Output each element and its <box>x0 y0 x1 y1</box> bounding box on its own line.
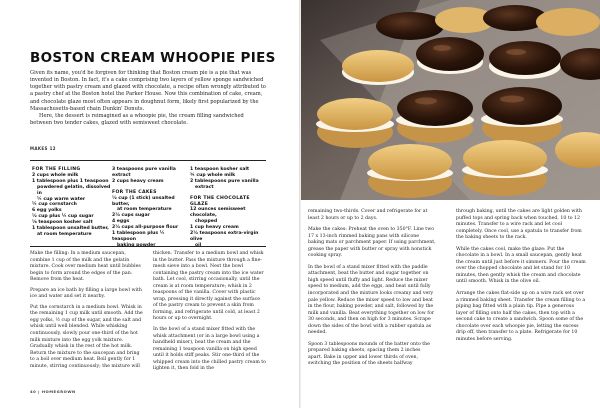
ingredient-line: 6 egg yolks <box>32 208 62 214</box>
method-column-3 <box>308 209 436 373</box>
method-column-2 <box>153 251 266 377</box>
ingredients-column-3 <box>190 167 266 249</box>
whoopie-pie-photo <box>300 0 600 200</box>
method-paragraph: In the bowl of a stand mixer fitted with the whisk attachment (or in a large bowl using a handheld mixer), beat the cream and the remaining 1 teaspoon vanilla on high speed until it holds stiff peaks. Stir one-third of the whipped cream into the chilled pastry cream to lighten it, then fold in the <box>153 327 266 372</box>
method-paragraph: thicken. Transfer to a medium bowl and whisk in the butter. Pass the mixture through a fine-mesh sieve into a bowl. Nest the bowl containing the pastry cream into the ice water bath. Let cool, stirring occasionally, until the cream is at room temperature; whisk in 2 teaspoons of the vanilla. Cover with plastic wrap, pressing it directly against the surface of the pastry cream to prevent a skin from forming, and refrigerate until cold, at least 2 hours or up to overnight. <box>153 251 264 322</box>
ingredient-line: 1 tablespoon plus 1 teaspoon <box>32 178 109 184</box>
ingredient-line: ¼ cup warm water <box>37 196 86 202</box>
ingredient-line: extract <box>195 184 214 190</box>
ingredient-line: 2½ cups sugar <box>112 213 150 219</box>
ingredient-line: ¾ cup whole milk <box>190 172 236 178</box>
intro-text <box>30 70 266 127</box>
ingredient-line: baking powder <box>117 242 156 248</box>
ingredient-line: 12 ounces semisweet chocolate, <box>190 207 246 219</box>
ingredient-line: 2 cups whole milk <box>32 172 79 178</box>
method-paragraph: Arrange the cakes flat-side up on a wire rack set over a rimmed baking sheet. Transfer the cream filling to a piping bag fitted with a plain tip. Pipe a generous layer of filling onto half the cakes, then top with a second cake to create a sandwich. Spoon some of the chocolate over each whoopie pie, letting the excess drip off, then transfer to a plate. Refrigerate for 10 minutes before serving. <box>456 291 586 342</box>
recipe-title: BOSTON CREAM WHOOPIE PIES <box>30 50 276 66</box>
ingredient-heading: FOR THE FILLING <box>32 167 81 172</box>
method-paragraph: through baking, until the cakes are light golden with puffed tops and spring back when touched, 10 to 12 minutes. Transfer to a wire rack and let cool completely. Once cool, use a spatula to transfer from the baking sheets to the rack. <box>456 209 582 241</box>
ingredient-line: ⅛ teaspoon kosher salt <box>32 220 93 226</box>
ingredient-line: chopped <box>195 219 218 225</box>
photo-illustration <box>300 0 600 200</box>
ingredient-heading: FOR THE CAKES <box>112 189 157 195</box>
ingredient-line: 1 cup heavy cream <box>190 225 239 231</box>
ingredient-heading: FOR THE CHOCOLATE GLAZE <box>190 195 250 207</box>
method-paragraph: Spoon 3 tablespoons mounds of the batter onto the prepared baking sheets, spacing them 2 inches apart. Bake in upper and lower thirds of oven, switching the position of the sheets halfway <box>308 341 430 367</box>
method-paragraph: Make the filling: In a medium saucepan, combine 1 cup of the milk and the gelatin mixture. Cook over medium heat until bubbles begin to form around the edges of the pan. Remove from the heat. <box>30 251 141 283</box>
ingredient-line: ¼ cup cornstarch <box>32 202 77 208</box>
page-gutter <box>299 0 301 408</box>
method-column-4 <box>456 209 586 348</box>
intro-paragraph: Given its name, you'd be forgiven for thinking that Boston cream pie is a pie that was invented in Boston. In fact, it's a cake comprising two layers of yellow sponge sandwiched together with pastry cream and glazed with chocolate, a recipe often wrongly attributed to a pastry chef at the Boston hotel the Parker House. Now this combination of cake, cream, and chocolate glaze most often appears in doughnut form, likely first popularized by the Massachusetts-based chain Dunkin' Donuts. <box>30 70 266 112</box>
page-footer: 40 | HOMEGROWN <box>30 389 76 394</box>
method-column-1 <box>30 251 143 374</box>
ingredient-line: powdered gelatin, dissolved in <box>37 184 111 196</box>
ingredient-line: 4 eggs <box>112 219 130 225</box>
method-paragraph: Put the cornstarch in a medium bowl. Whisk in the remaining 1 cup milk until smooth. Add the egg yolks, ½ cup of the sugar, and the salt and whisk until well blended. While whisking continuously, slowly pour one-third of the hot milk mixture into the egg yolk mixture. Gradually whisk in the rest of the hot milk. Return the mixture to the saucepan and bring to a boil over medium heat. Boil gently for 1 minute, stirring continuously; the mixture will <box>30 304 143 369</box>
ingredient-line: at room temperature <box>117 207 172 213</box>
ingredients-bottom-rule <box>30 246 266 247</box>
ingredients-column-2 <box>112 167 190 249</box>
method-paragraph: Make the cakes: Preheat the oven to 350°F. Line two 17 x 13-inch rimmed baking pans with silicone baking mats or parchment paper. If using parchment, grease the paper with butter or spray with nonstick cooking spray. <box>308 227 436 259</box>
ingredient-line: ½ cup plus ¼ cup sugar <box>32 214 94 220</box>
ingredient-line: 2 cups heavy cream <box>112 178 164 184</box>
ingredient-line: ½ cup (1 stick) unsalted butter, <box>112 195 175 207</box>
ingredient-line: 1 tablespoon plus ¼ teaspoon <box>112 231 165 242</box>
ingredient-line: 1 teaspoon kosher salt <box>190 167 250 172</box>
ingredient-line: at room temperature <box>37 231 92 237</box>
ingredient-line: 1 tablespoon unsalted butter, <box>32 226 109 232</box>
ingredient-line: 2 tablespoons pure vanilla <box>190 178 259 184</box>
ingredient-line: 2½ teaspoons extra-virgin olive <box>190 231 259 242</box>
method-paragraph: Prepare an ice bath by filling a large bowl with ice and water and set it nearby. <box>30 287 142 300</box>
method-paragraph: While the cakes cool, make the glaze: Put the chocolate in a bowl. In a small saucepan, gently heat the cream until just before it simmers. Pour the cream over the chopped chocolate and let stand for 10 minutes, then gently whisk the cream and chocolate until smooth. Whisk in the olive oil. <box>456 246 586 285</box>
method-paragraph: remaining two-thirds. Cover and refrigerate for at least 2 hours or up to 2 days. <box>308 209 428 221</box>
ingredients-top-rule <box>30 160 266 161</box>
intro-paragraph: Here, the dessert is reimagined as a whoopie pie, the cream filling sandwiched between two tender cakes, glazed with semisweet chocolate. <box>30 112 244 127</box>
method-paragraph: In the bowl of a stand mixer fitted with the paddle attachment, beat the butter and sugar together on high speed until fluffy and light. Reduce the mixer speed to medium, add the eggs, and beat until fully incorporated and the mixture looks creamy and very pale yellow. Reduce the mixer speed to low and beat in the flour, baking powder, and salt, followed by the milk and vanilla. Beat everything together on low for 30 seconds, and then on high for 3 minutes. Scrape down the sides of the bowl with a rubber spatula as needed. <box>308 264 435 336</box>
ingredient-line: 2½ cups all-purpose flour <box>112 225 179 231</box>
ingredient-line: 3 teaspoons pure vanilla extract <box>112 167 176 178</box>
yield-label: MAKES 12 <box>30 146 56 151</box>
ingredients-column-1 <box>32 167 112 238</box>
ingredient-line: oil <box>195 242 202 248</box>
